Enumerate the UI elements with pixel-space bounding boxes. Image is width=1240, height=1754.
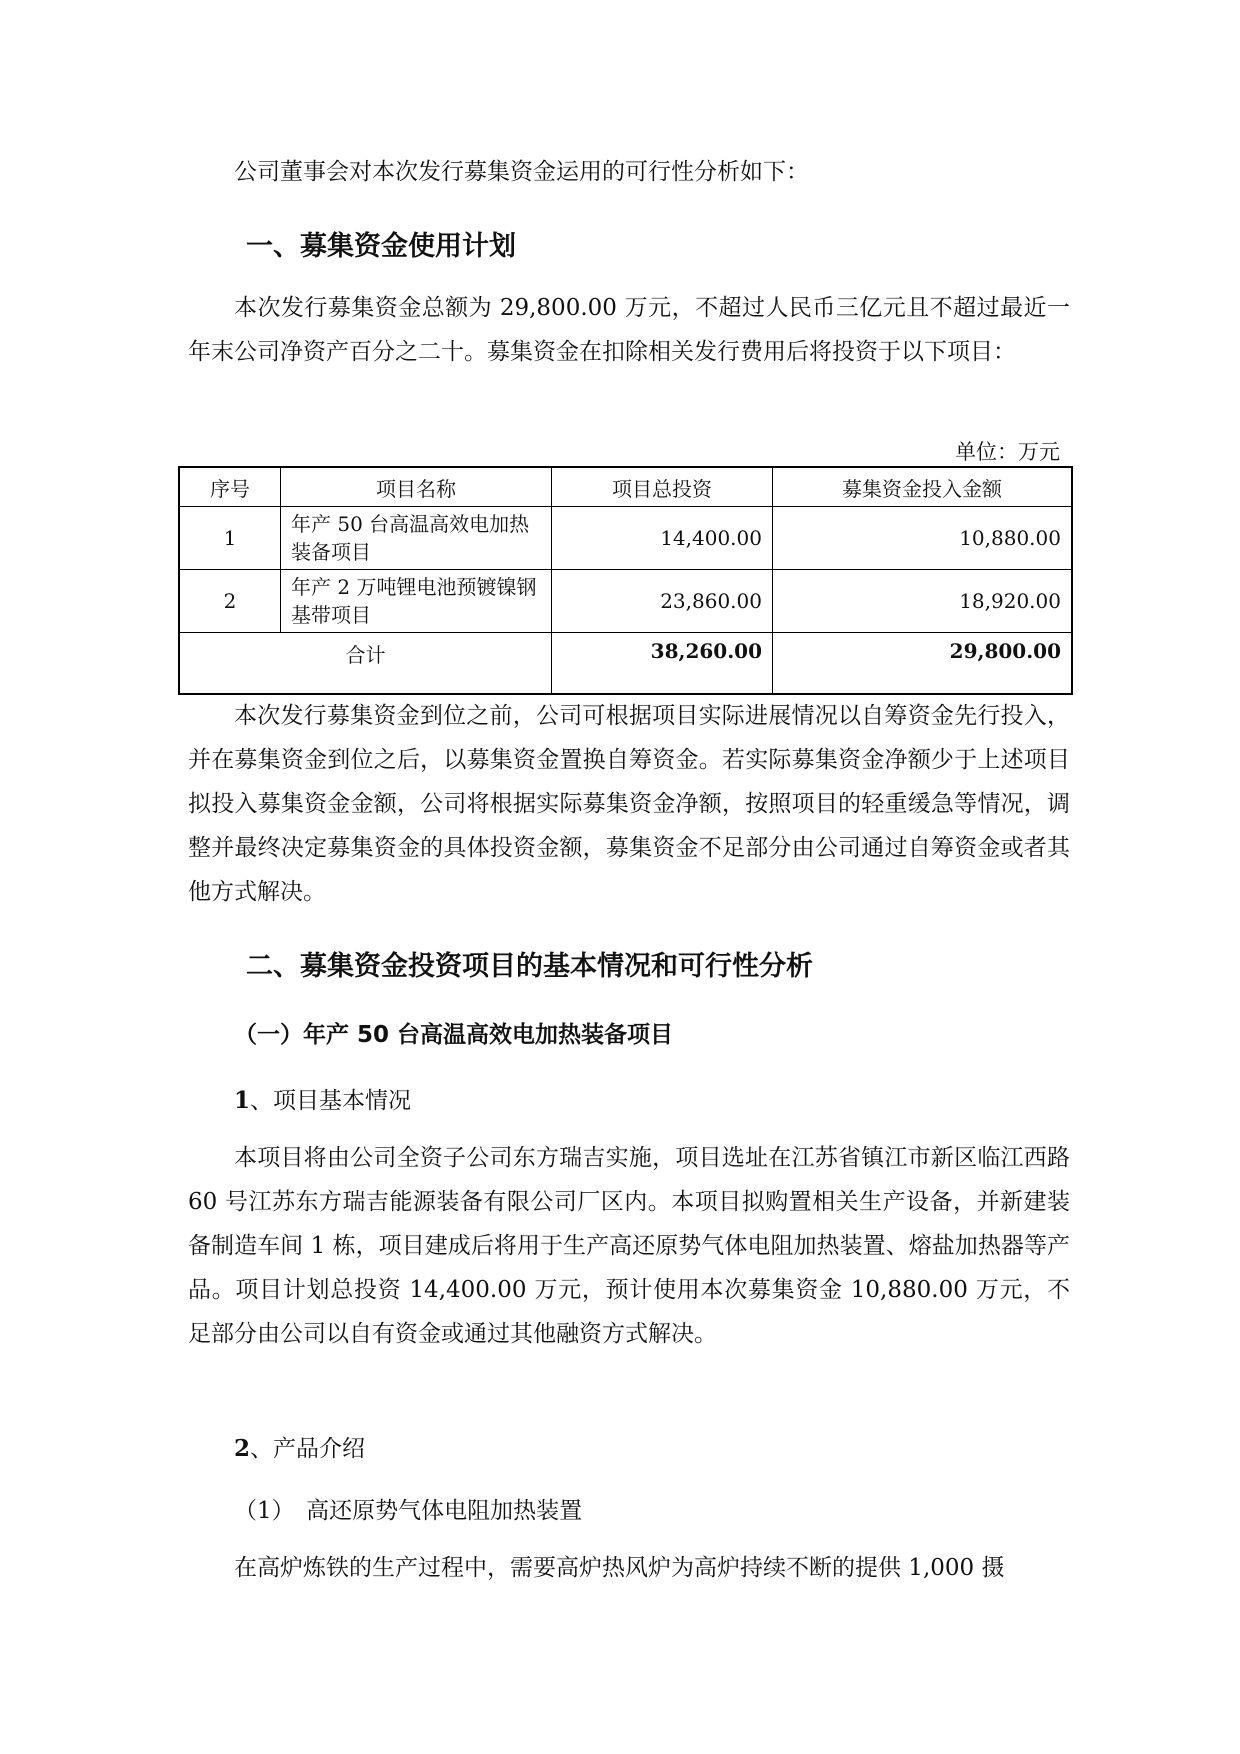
row-no: 1	[179, 507, 281, 570]
item2-title: 、产品介绍	[250, 1436, 366, 1462]
table-header-row	[179, 467, 1072, 507]
item2-sub1: （1） 高还原势气体电阻加热装置	[234, 1498, 583, 1524]
row-name: 年产 50 台高温高效电加热装备项目	[281, 507, 552, 570]
total-raised: 29,800.00	[773, 633, 1073, 695]
header-total: 项目总投资	[552, 467, 773, 507]
section2-heading: 二、募集资金投资项目的基本情况和可行性分析	[246, 951, 813, 982]
item1-heading	[234, 1082, 411, 1115]
section1-heading: 一、募集资金使用计划	[246, 231, 516, 262]
header-name: 项目名称	[281, 467, 552, 507]
row-raised: 18,920.00	[773, 570, 1073, 633]
table-total-row	[179, 633, 1072, 695]
unit-label: 单位：万元	[955, 440, 1060, 464]
table-row	[179, 507, 1072, 570]
funds-table	[178, 466, 1073, 695]
row-name: 年产 2 万吨锂电池预镀镍钢基带项目	[281, 570, 552, 633]
section1-paragraph: 本次发行募集资金总额为 29,800.00 万元，不超过人民币三亿元且不超过最近一年末公司净资产百分之二十。募集资金在扣除相关发行费用后将投资于以下项目：	[188, 295, 1070, 365]
item1-paragraph: 本项目将由公司全资子公司东方瑞吉实施，项目选址在江苏省镇江市新区临江西路 60 号江苏东方瑞吉能源装备有限公司厂区内。本项目拟购置相关生产设备，并新建装备制造车间 1 栋，项目建成后将用于生产高还原势气体电阻加热装置、熔盐加热器等产品。项目计划总投资 14,400.00 万元，预计使用本次募集资金 10,880.00 万元，不足部分由公司以自有资金或通过其他融资方式解决。	[188, 1145, 1070, 1347]
total-label: 合计	[179, 633, 552, 695]
header-no: 序号	[179, 467, 281, 507]
section2-subheading: （一）年产 50 台高温高效电加热装备项目	[234, 1022, 674, 1048]
row-no: 2	[179, 570, 281, 633]
item1-title: 、项目基本情况	[250, 1088, 412, 1114]
section1-paragraph2: 本次发行募集资金到位之前，公司可根据项目实际进展情况以自筹资金先行投入，并在募集资金到位之后，以募集资金置换自筹资金。若实际募集资金净额少于上述项目拟投入募集资金金额，公司将根据实际募集资金净额，按照项目的轻重缓急等情况，调整并最终决定募集资金的具体投资金额，募集资金不足部分由公司通过自筹资金或者其他方式解决。	[188, 703, 1070, 905]
intro-paragraph: 公司董事会对本次发行募集资金运用的可行性分析如下：	[234, 159, 809, 185]
row-total: 23,860.00	[552, 570, 773, 633]
header-raised: 募集资金投入金额	[773, 467, 1073, 507]
item2-heading	[234, 1430, 365, 1463]
item2-paragraph: 在高炉炼铁的生产过程中，需要高炉热风炉为高炉持续不断的提供 1,000 摄	[234, 1555, 1005, 1581]
total-sum: 38,260.00	[552, 633, 773, 695]
item1-number: 1	[234, 1087, 251, 1114]
row-raised: 10,880.00	[773, 507, 1073, 570]
row-total: 14,400.00	[552, 507, 773, 570]
item2-number: 2	[234, 1435, 251, 1462]
table-row	[179, 570, 1072, 633]
